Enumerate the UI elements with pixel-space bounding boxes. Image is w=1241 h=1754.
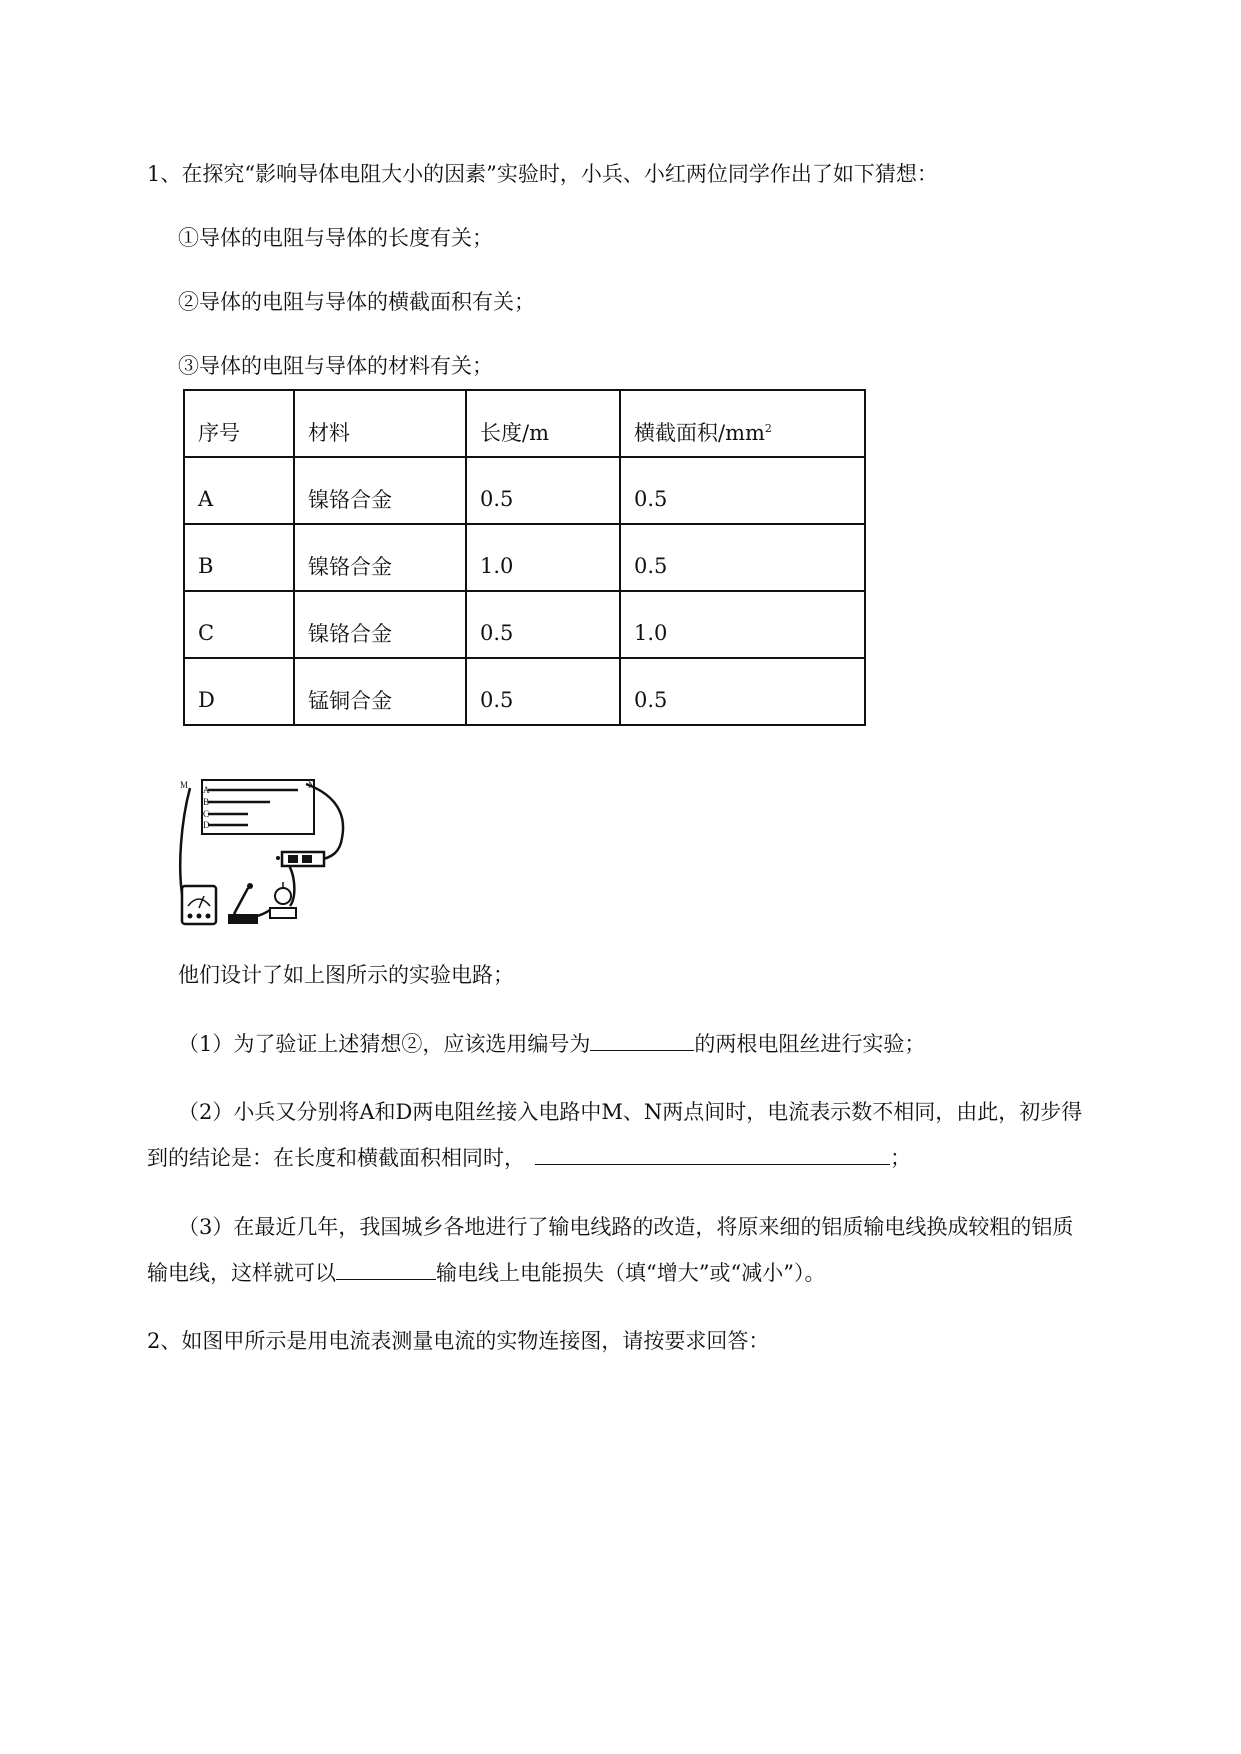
ammeter-icon xyxy=(182,886,216,924)
table-header-cell: 序号 xyxy=(184,390,294,457)
sub-question-1 xyxy=(178,1030,925,1058)
table-cell: D xyxy=(184,658,294,725)
circuit-diagram xyxy=(178,778,356,928)
table-header-row xyxy=(184,390,865,457)
table-cell: B xyxy=(184,524,294,591)
table-cell: C xyxy=(184,591,294,658)
table-header-cell: 长度/m xyxy=(466,390,620,457)
label-b: B xyxy=(203,797,210,807)
sub-question-1-text-end: 的两根电阻丝进行实验； xyxy=(694,1032,926,1056)
table-cell: 0.5 xyxy=(620,524,865,591)
answer-blank-2[interactable] xyxy=(535,1144,890,1165)
hypothesis-1: ①导体的电阻与导体的长度有关； xyxy=(178,226,493,250)
table-row xyxy=(184,658,865,725)
sub-question-2-line-2 xyxy=(147,1144,911,1172)
sub-question-3-text: 输电线，这样就可以 xyxy=(147,1261,336,1285)
table-cell: 0.5 xyxy=(466,591,620,658)
sub-question-2-text-end: ； xyxy=(890,1146,911,1170)
table-cell: 0.5 xyxy=(466,457,620,524)
label-d: D xyxy=(203,820,210,830)
label-m: M xyxy=(180,780,189,790)
switch-icon xyxy=(228,883,258,924)
table-cell: 镍铬合金 xyxy=(294,524,466,591)
sub-question-1-text: （1）为了验证上述猜想②，应该选用编号为 xyxy=(178,1032,591,1056)
table-cell: 1.0 xyxy=(466,524,620,591)
sub-question-3-line-2 xyxy=(147,1259,825,1287)
table-cell: 镍铬合金 xyxy=(294,591,466,658)
resistance-wire-table xyxy=(183,389,866,726)
table-cell: 0.5 xyxy=(620,457,865,524)
label-a: A xyxy=(203,785,210,795)
table-row xyxy=(184,524,865,591)
question-2-intro: 2、如图甲所示是用电流表测量电流的实物连接图，请按要求回答： xyxy=(147,1329,770,1353)
table-cell: 1.0 xyxy=(620,591,865,658)
question-1-intro: 1、在探究“影响导体电阻大小的因素”实验时，小兵、小红两位同学作出了如下猜想： xyxy=(147,162,938,186)
table-row xyxy=(184,591,865,658)
battery-icon xyxy=(276,852,324,866)
table-cell: A xyxy=(184,457,294,524)
sub-question-3-text-end: 输电线上电能损失（填“增大”或“减小”）。 xyxy=(436,1261,826,1285)
table-row xyxy=(184,457,865,524)
hypothesis-2: ②导体的电阻与导体的横截面积有关； xyxy=(178,290,535,314)
label-c: C xyxy=(203,809,210,819)
answer-blank-3[interactable] xyxy=(336,1259,436,1280)
table-cell: 锰铜合金 xyxy=(294,658,466,725)
table-cell: 0.5 xyxy=(466,658,620,725)
label-n: N xyxy=(308,780,315,790)
sub-question-2-text: 到的结论是：在长度和横截面积相同时， xyxy=(147,1146,525,1170)
unit-exponent: 2 xyxy=(764,421,772,435)
hypothesis-3: ③导体的电阻与导体的材料有关； xyxy=(178,354,493,378)
table-header-cell: 材料 xyxy=(294,390,466,457)
answer-blank-1[interactable] xyxy=(590,1030,694,1051)
table-header-cell: 横截面积$/mm^2$ xyxy=(620,390,865,457)
table-cell: 镍铬合金 xyxy=(294,457,466,524)
table-cell: 0.5 xyxy=(620,658,865,725)
sub-question-2-line-1: （2）小兵又分别将A和D两电阻丝接入电路中M、N两点间时，电流表示数不相同，由此，初步得 xyxy=(178,1100,1083,1124)
sub-question-3-line-1: （3）在最近几年，我国城乡各地进行了输电线路的改造，将原来细的铝质输电线换成较粗的铝质 xyxy=(178,1215,1074,1239)
figure-caption: 他们设计了如上图所示的实验电路； xyxy=(178,963,514,987)
